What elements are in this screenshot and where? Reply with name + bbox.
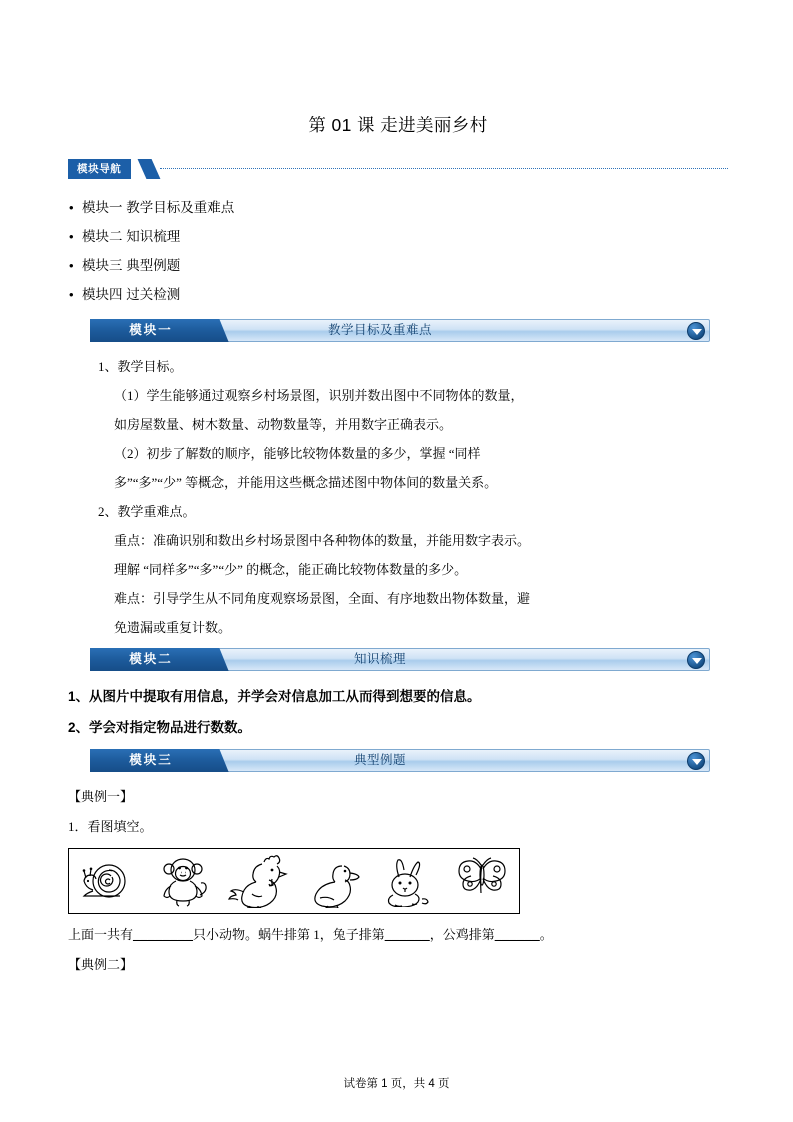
rooster-icon [228,854,290,908]
example-label: 【典例一】 [68,789,134,804]
blank-1[interactable]: ________ [133,927,194,942]
blank-3[interactable]: ______ [494,927,540,942]
triangle-down-icon[interactable] [687,752,705,770]
paragraph: 1、教学目标。 [98,359,183,374]
example-label: 【典例二】 [68,957,134,972]
monkey-icon [154,855,212,907]
module-header-tag: 模块一 [90,319,212,342]
page-title: 第 01 课 走进美丽乡村 [308,115,488,135]
module-header-title: 知识梳理 [353,652,406,666]
paragraph: 免遗漏或重复计数。 [114,620,232,635]
module-header-title: 教学目标及重难点 [327,323,432,337]
paragraph: 多”“多”“少” 等概念，并能用这些概念描述图中物体间的数量关系。 [114,475,498,490]
paragraph: 2、学会对指定物品进行数数。 [68,720,252,735]
rabbit-icon [379,855,437,907]
butterfly-icon [453,855,511,907]
fill-text-1: 上面一共有 [68,927,134,942]
list-item: • 模块二 知识梳理 [68,222,728,251]
triangle-down-icon[interactable] [687,322,705,340]
page-footer: 试卷第 1 页，共 4 页 [343,1078,450,1090]
module-nav-tab-label: 模块导航 [68,159,131,179]
list-item: • 模块一 教学目标及重难点 [68,193,728,222]
paragraph: 2、教学重难点。 [98,504,196,519]
fill-in-sentence [68,920,728,950]
paragraph: 理解 “同样多”“多”“少” 的概念，能正确比较物体数量的多少。 [114,562,468,577]
blank-2[interactable]: ______ [384,927,430,942]
paragraph: 重点：准确识别和数出乡村场景图中各种物体的数量，并能用数字表示。 [114,533,531,548]
page-content [68,112,728,980]
fill-text-3: ，公鸡排第 [429,927,495,942]
module-header-tag: 模块二 [90,648,212,671]
paragraph: 难点：引导学生从不同角度观察场景图，全面、有序地数出物体数量，避 [114,591,531,606]
module-nav-dotted-rule [160,168,728,169]
module-nav-banner [68,159,728,179]
module-nav-list [68,193,728,309]
paragraph: 1、从图片中提取有用信息，并学会对信息加工从而得到想要的信息。 [68,689,481,704]
list-item: • 模块三 典型例题 [68,251,728,280]
module-nav-tab-skew [138,159,161,179]
paragraph: （1）学生能够通过观察乡村场景图，识别并数出图中不同物体的数量， [114,388,524,403]
fill-text-4: 。 [539,927,553,942]
paragraph: 如房屋数量、树木数量、动物数量等，并用数字正确表示。 [114,417,453,432]
module-header-tag: 模块三 [90,749,212,772]
list-item: • 模块四 过关检测 [68,280,728,309]
duck-icon [306,854,364,908]
fill-text-2: 只小动物。蜗牛排第 1，兔子排第 [193,927,385,942]
triangle-down-icon[interactable] [687,651,705,669]
paragraph: （2）初步了解数的顺序，能够比较物体数量的多少，掌握 “同样 [114,446,481,461]
animals-figure [68,848,520,914]
module-header-2 [90,648,710,671]
snail-icon [77,856,139,906]
module-header-1 [90,319,710,342]
question-text: 1．看图填空。 [68,819,153,834]
module-header-title: 典型例题 [353,753,406,767]
module-header-3 [90,749,710,772]
